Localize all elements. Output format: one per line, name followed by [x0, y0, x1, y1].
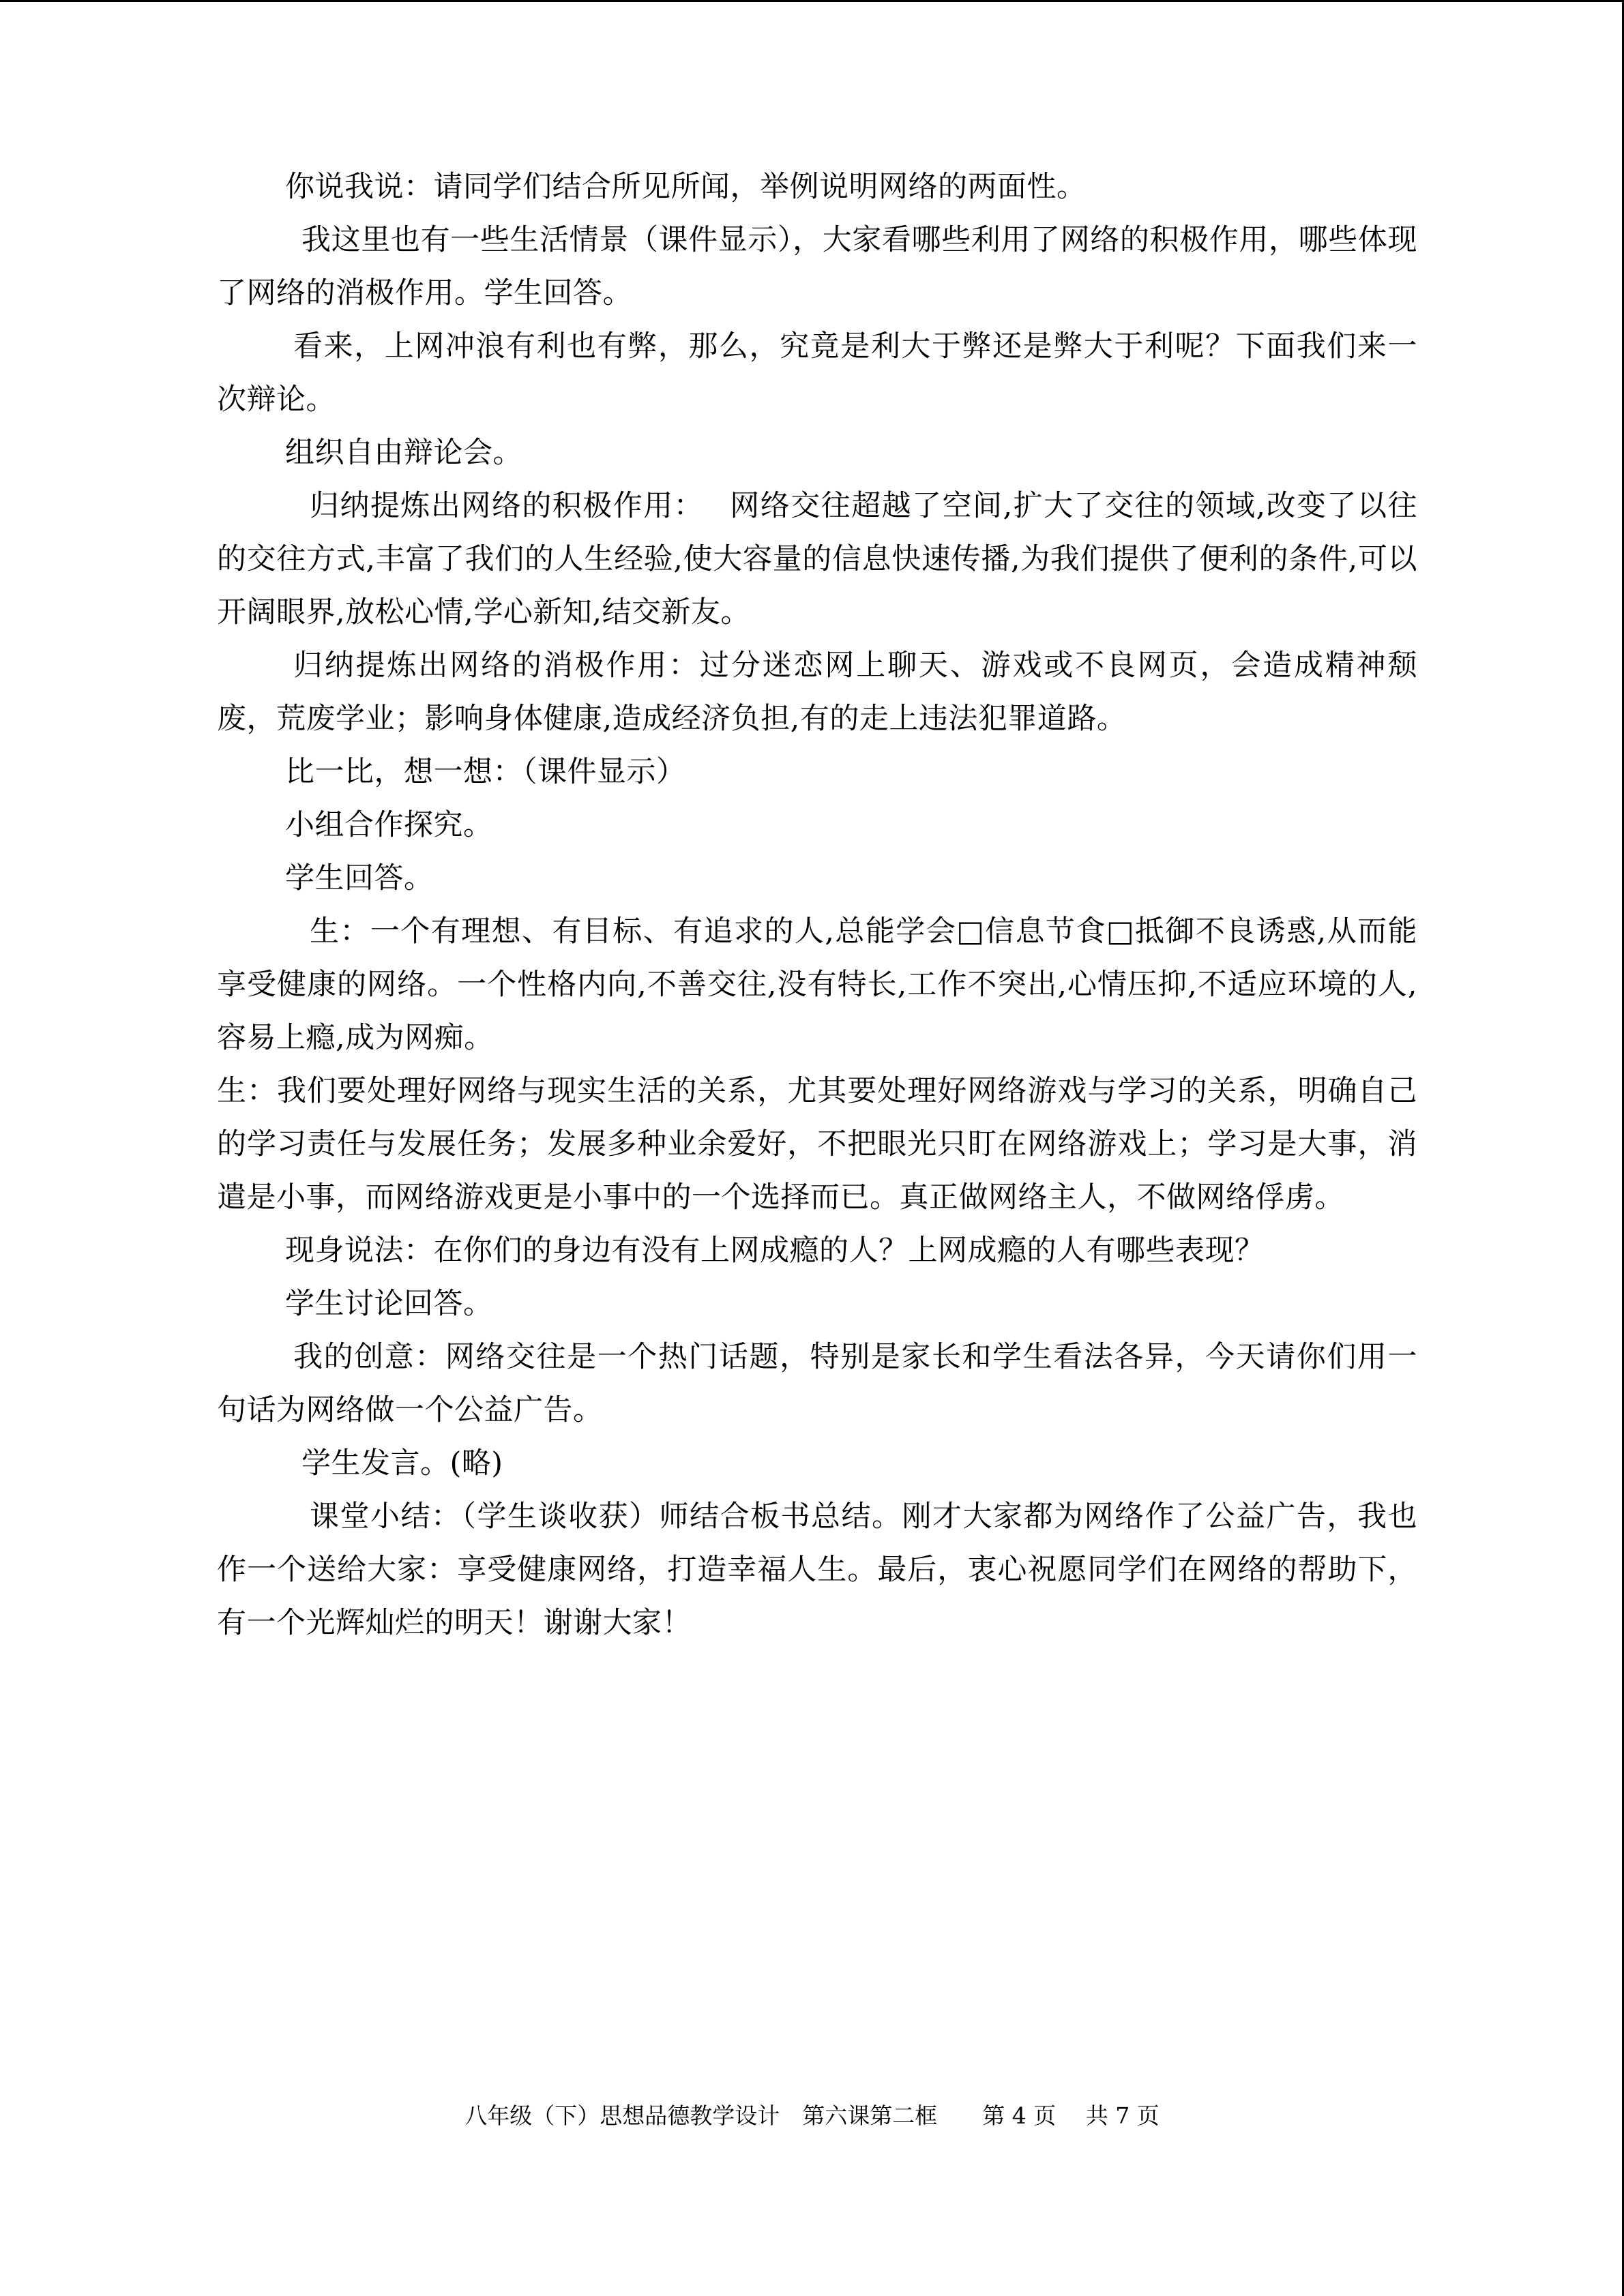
paragraph-10: 生：一个有理想、有目标、有追求的人,总能学会□信息节食□抵御不良诱惑,从而能享受健康的网络。一个性格内向,不善交往,没有特长,工作不突出,心情压抑,不适应环境的人,容易上瘾,成为网痴。	[217, 914, 1417, 1055]
paragraph-15: 学生发言。(略)	[301, 1446, 503, 1480]
paragraph-7: 比一比，想一想：（课件显示）	[285, 755, 686, 789]
paragraph-1: 你说我说：请同学们结合所见所闻，举例说明网络的两面性。	[285, 170, 1087, 204]
paragraph-12: 现身说法：在你们的身边有没有上网成瘾的人？上网成瘾的人有哪些表现？	[285, 1234, 1265, 1268]
paragraph-9: 学生回答。	[285, 861, 434, 895]
paragraph-5: 归纳提炼出网络的积极作用： 网络交往超越了空间,扩大了交往的领域,改变了以往的交往方式,丰富了我们的人生经验,使大容量的信息快速传播,为我们提供了便利的条件,可以开阔眼界,放松心情,学心新知,结交新友。	[217, 489, 1417, 629]
paragraph-11: 生：我们要处理好网络与现实生活的关系，尤其要处理好网络游戏与学习的关系，明确自己的学习责任与发展任务；发展多种业余爱好，不把眼光只盯在网络游戏上；学习是大事，消遣是小事，而网络游戏更是小事中的一个选择而已。真正做网络主人，不做网络俘虏。	[217, 1074, 1417, 1214]
paragraph-2: 我这里也有一些生活情景（课件显示），大家看哪些利用了网络的积极作用，哪些体现了网络的消极作用。学生回答。	[217, 223, 1417, 310]
paragraph-8: 小组合作探究。	[285, 808, 493, 842]
paragraph-3: 看来，上网冲浪有利也有弊，那么，究竟是利大于弊还是弊大于利呢？下面我们来一次辩论。	[217, 329, 1417, 417]
document-body	[217, 160, 1417, 1650]
paragraph-14: 我的创意：网络交往是一个热门话题，特别是家长和学生看法各异，今天请你们用一句话为网络做一个公益广告。	[217, 1340, 1417, 1427]
paragraph-16: 课堂小结：（学生谈收获）师结合板书总结。刚才大家都为网络作了公益广告，我也作一个送给大家：享受健康网络，打造幸福人生。最后，衷心祝愿同学们在网络的帮助下，有一个光辉灿烂的明天！谢谢大家！	[217, 1500, 1417, 1640]
paragraph-4: 组织自由辩论会。	[285, 436, 522, 470]
page-footer: 八年级（下）思想品德教学设计 第六课第二框 第 4 页 共 7 页	[464, 2102, 1160, 2129]
page-border-top	[0, 0, 1624, 2]
paragraph-13: 学生讨论回答。	[285, 1287, 493, 1321]
paragraph-6: 归纳提炼出网络的消极作用：过分迷恋网上聊天、游戏或不良网页，会造成精神颓废，荒废学业；影响身体健康,造成经济负担,有的走上违法犯罪道路。	[217, 648, 1417, 736]
